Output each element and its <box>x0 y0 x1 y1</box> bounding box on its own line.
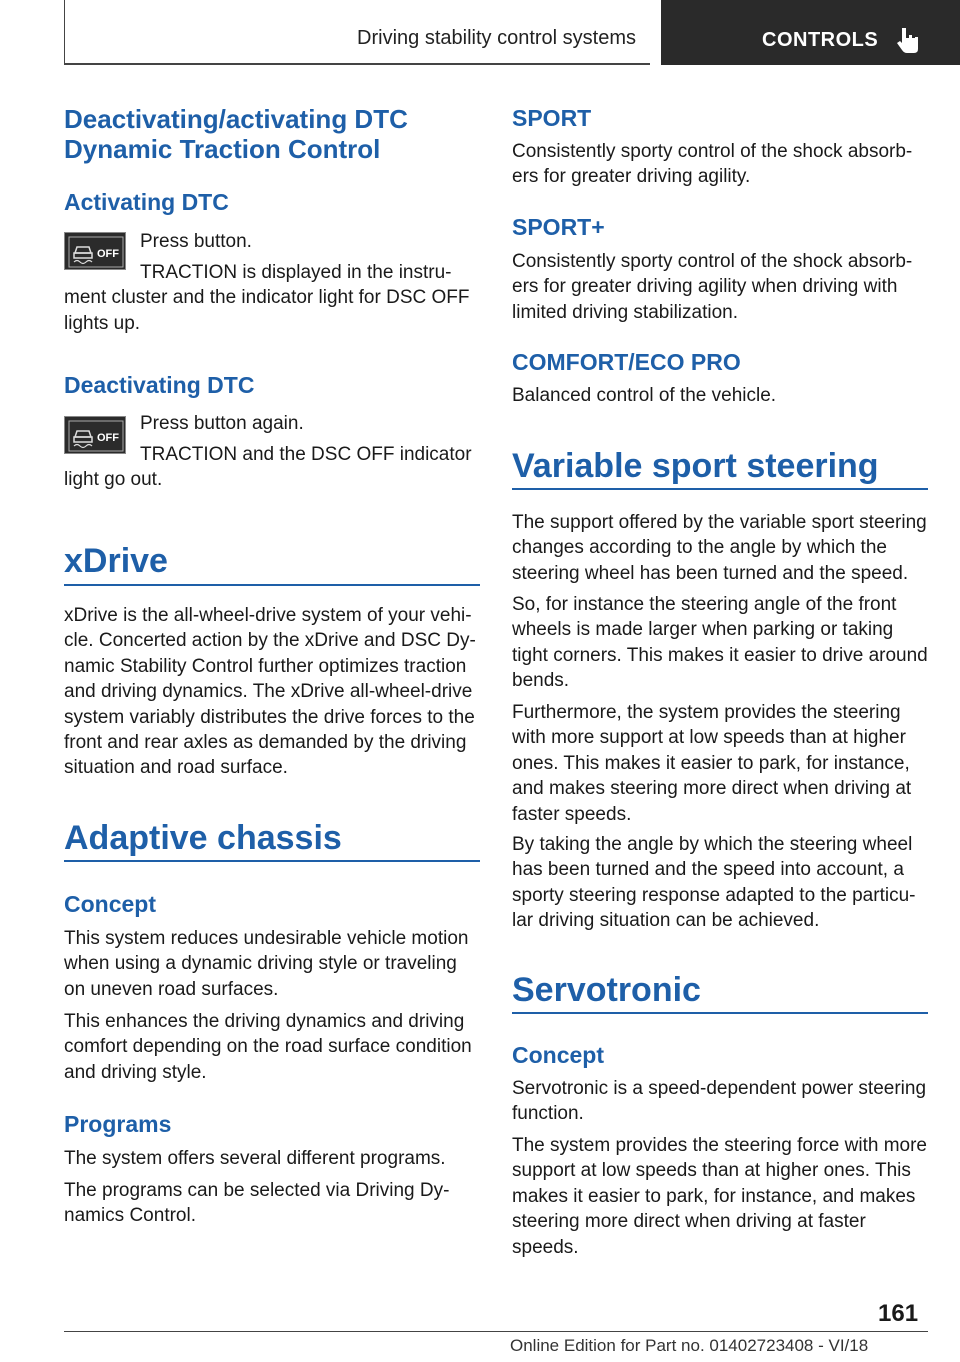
servotronic-rule <box>512 1012 928 1014</box>
xdrive-heading: xDrive <box>64 542 168 580</box>
deactivating-step1: Press button again. <box>140 413 304 434</box>
servotronic-p1: Servotronic is a speed-dependent power steering function. <box>512 1078 927 1125</box>
header-base-rule <box>64 63 650 65</box>
steering-p4: By taking the angle by which the steering wheel has been turned and the speed into account, a sporty steering response adapted to the particular driving situation can be achieved. <box>512 834 916 932</box>
servotronic-heading: Servotronic <box>512 971 701 1009</box>
servotronic-p2: The system provides the steering force with more support at low speeds than at higher ones. This makes it easier to park, for instance, and makes steering more direct when driving at faster speeds. <box>512 1135 928 1258</box>
activating-step1: Press button. <box>140 231 252 252</box>
concept-p2: This enhances the driving dynamics and driving comfort depending on the road surface condition and driving style. <box>64 1011 472 1083</box>
dtc-title: Deactivating/activating DTC Dynamic Traction Control <box>64 104 408 164</box>
concept-heading: Concept <box>64 891 156 917</box>
steering-p1: The support offered by the variable sport steering changes according to the angle by which the steering wheel has been turned and the speed. <box>512 512 927 584</box>
deactivating-step2: TRACTION and the DSC OFF indicator light go out. <box>64 444 472 491</box>
xdrive-rule <box>64 584 480 586</box>
sport-heading: SPORT <box>512 105 592 131</box>
edition-text: Online Edition for Part no. 01402723408 - VI/18 <box>510 1336 869 1355</box>
chapter-label: CONTROLS <box>762 29 879 51</box>
concept-p1: This system reduces undesirable vehicle motion when using a dynamic driving style or traveling on uneven road surfaces. <box>64 928 469 1000</box>
sport-plus-heading: SPORT+ <box>512 214 605 240</box>
deactivating-dtc-heading: Deactivating DTC <box>64 372 255 398</box>
comfort-body: Balanced control of the vehicle. <box>512 385 777 406</box>
sport-body: Consistently sporty control of the shock absorbers for greater driving agility. <box>512 141 913 188</box>
variable-steering-heading: Variable sport steering <box>512 447 879 485</box>
steering-p2: So, for instance the steering angle of the front wheels is made larger when parking or taking tight corners. This makes it easier to drive around bends. <box>512 594 928 692</box>
section-title: Driving stability control systems <box>357 27 636 49</box>
adaptive-chassis-heading: Adaptive chassis <box>64 819 342 857</box>
svg-text:OFF: OFF <box>97 432 119 444</box>
comfort-heading: COMFORT/ECO PRO <box>512 349 741 375</box>
activating-dtc-heading: Activating DTC <box>64 189 229 215</box>
sport-plus-body: Consistently sporty control of the shock absorbers for greater driving agility when driving with limited driving stabilization. <box>512 251 913 323</box>
page-number: 161 <box>878 1300 919 1327</box>
variable-steering-rule <box>512 488 928 490</box>
steering-p3: Furthermore, the system provides the steering with more support at low speeds than at higher ones. This makes it easier to park, for instance, and makes steering more direct when driving at faster speeds. <box>512 702 912 825</box>
xdrive-body: xDrive is the all-wheel-drive system of your vehicle. Concerted action by the xDrive and DSC Dynamic Stability Control further optimizes traction and driving dynamics. The xDrive all-wheel-drive system variably distributes the drive forces to the front and rear axles as demanded by the driving situation and road surface. <box>64 605 476 779</box>
pointing-hand-icon <box>893 25 923 55</box>
activating-step2: TRACTION is displayed in the instrument cluster and the indicator light for DSC OFF lights up. <box>64 262 470 334</box>
programs-heading: Programs <box>64 1111 172 1137</box>
servotronic-concept-heading: Concept <box>512 1042 604 1068</box>
footer-rule <box>64 1331 928 1332</box>
adaptive-chassis-rule <box>64 860 480 862</box>
programs-p2: The programs can be selected via Driving Dynamics Control. <box>64 1180 450 1227</box>
svg-text:OFF: OFF <box>97 248 119 260</box>
programs-p1: The system offers several different programs. <box>64 1148 446 1169</box>
